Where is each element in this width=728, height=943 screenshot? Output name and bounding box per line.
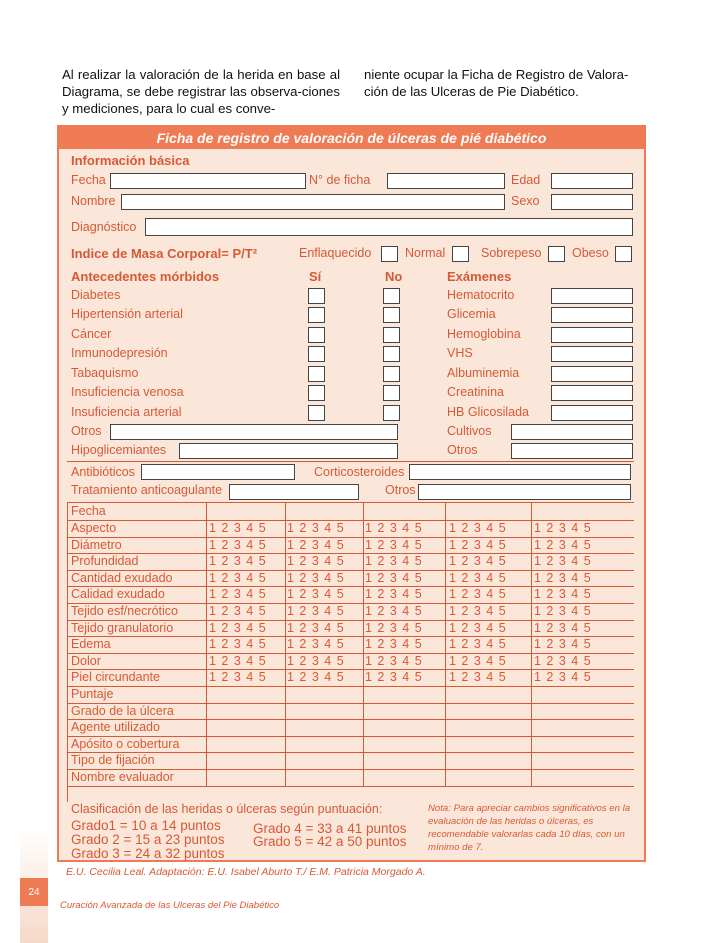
assessment-row-label: Edema	[71, 637, 111, 652]
assessment-form	[57, 125, 646, 862]
grid-column-line	[363, 502, 364, 787]
hipoglicemiantes-label: Hipoglicemiantes	[71, 443, 167, 457]
score-scale-5[interactable]: 1 2 3 4 5	[534, 620, 592, 635]
insuf-venosa-no-checkbox[interactable]	[383, 385, 400, 401]
form-title: Ficha de registro de valoración de úlceras de pié diabético	[59, 127, 644, 149]
score-scale-1[interactable]: 1 2 3 4 5	[209, 637, 267, 652]
otros2-label: Otros	[385, 483, 416, 497]
ficha-label: N° de ficha	[309, 173, 371, 187]
grid-bottom-line	[67, 786, 634, 787]
tabaquismo-si-checkbox[interactable]	[308, 366, 325, 382]
examen-hemoglobina: Hemoglobina	[447, 327, 521, 341]
classification-heading: Clasificación de las heridas o úlceras según puntuación:	[71, 802, 383, 816]
score-scale-1[interactable]: 1 2 3 4 5	[209, 620, 267, 635]
score-scale-5[interactable]: 1 2 3 4 5	[534, 637, 592, 652]
antecedente-tabaquismo: Tabaquismo	[71, 366, 139, 380]
cancer-si-checkbox[interactable]	[308, 327, 325, 343]
grade-5: Grado 5 = 42 a 50 puntos	[253, 834, 407, 849]
creatinina-field[interactable]	[551, 385, 633, 401]
hb-glicosilada-field[interactable]	[551, 405, 633, 421]
footer-book-title: Curación Avanzada de las Ulceras del Pie Diabético	[60, 900, 280, 911]
antecedente-cancer: Cáncer	[71, 327, 112, 341]
antecedente-otros-field[interactable]	[110, 424, 398, 440]
examen-vhs: VHS	[447, 346, 473, 360]
score-scale-5[interactable]: 1 2 3 4 5	[534, 653, 592, 668]
imc-normal-checkbox[interactable]	[452, 246, 469, 262]
antecedente-insuficiencia-arterial: Insuficiencia arterial	[71, 405, 182, 419]
inmunodepresion-si-checkbox[interactable]	[308, 346, 325, 362]
grid-column-line	[531, 502, 532, 787]
imc-option-obeso: Obeso	[572, 246, 609, 260]
intro-column-2: niente ocupar la Ficha de Registro de Valora-ción de las Ulceras de Pie Diabético.	[364, 67, 629, 99]
score-scale-1[interactable]: 1 2 3 4 5	[209, 604, 267, 618]
assessment-row-label: Aspecto	[71, 521, 117, 535]
edad-field[interactable]	[551, 173, 633, 189]
intro-column-1: Al realizar la valoración de la herida en base al Diagrama, se debe registrar las observa-ciones y mediciones, para lo cual es conve-	[62, 67, 340, 116]
antecedente-inmunodepresion: Inmunodepresión	[71, 346, 168, 360]
hipertension-no-checkbox[interactable]	[383, 307, 400, 323]
score-scale-1[interactable]: 1 2 3 4 5	[209, 670, 267, 685]
vhs-field[interactable]	[551, 346, 633, 362]
score-scale-5[interactable]: 1 2 3 4 5	[534, 537, 592, 552]
hemoglobina-field[interactable]	[551, 327, 633, 343]
score-scale-5[interactable]: 1 2 3 4 5	[534, 554, 592, 569]
assessment-row-label: Apósito o cobertura	[71, 736, 180, 751]
ficha-field[interactable]	[387, 173, 505, 189]
score-scale-5[interactable]: 1 2 3 4 5	[534, 521, 592, 535]
corticosteroides-field[interactable]	[409, 464, 631, 480]
assessment-row-label: Piel circundante	[71, 670, 160, 685]
score-scale-3[interactable]: 1 2 3 4 5	[365, 637, 423, 652]
grade-3: Grado 3 = 24 a 32 puntos	[71, 846, 225, 861]
grade-1: Grado1 = 10 a 14 puntos	[71, 818, 221, 833]
grade-4: Grado 4 = 33 a 41 puntos	[253, 821, 407, 836]
diagnostico-label: Diagnóstico	[71, 220, 137, 234]
examen-otros: Otros	[447, 443, 478, 457]
albuminemia-field[interactable]	[551, 366, 633, 382]
fecha-row-label: Fecha	[71, 504, 106, 518]
si-heading: Sí	[309, 269, 322, 284]
assessment-row-label: Agente utilizado	[71, 720, 160, 735]
score-scale-5[interactable]: 1 2 3 4 5	[534, 604, 592, 618]
divider	[67, 461, 634, 462]
imc-sobrepeso-checkbox[interactable]	[548, 246, 565, 262]
assessment-row-label: Tejido granulatorio	[71, 620, 174, 635]
score-scale-1[interactable]: 1 2 3 4 5	[209, 554, 267, 569]
score-scale-2[interactable]: 1 2 3 4 5	[287, 670, 345, 685]
diabetes-no-checkbox[interactable]	[383, 288, 400, 304]
score-scale-2[interactable]: 1 2 3 4 5	[287, 570, 345, 585]
hematocrito-field[interactable]	[551, 288, 633, 304]
inmunodepresion-no-checkbox[interactable]	[383, 346, 400, 362]
examen-glicemia: Glicemia	[447, 307, 496, 321]
hipertension-si-checkbox[interactable]	[308, 307, 325, 323]
insuf-arterial-si-checkbox[interactable]	[308, 405, 325, 421]
score-scale-3[interactable]: 1 2 3 4 5	[365, 604, 423, 618]
examenes-heading: Exámenes	[447, 269, 512, 284]
cancer-no-checkbox[interactable]	[383, 327, 400, 343]
imc-enflaquecido-checkbox[interactable]	[381, 246, 398, 262]
diagnostico-field[interactable]	[145, 218, 633, 236]
examen-albuminemia: Albuminemia	[447, 366, 520, 380]
insuf-venosa-si-checkbox[interactable]	[308, 385, 325, 401]
grade-2: Grado 2 = 15 a 23 puntos	[71, 832, 225, 847]
hipoglicemiantes-field[interactable]	[179, 443, 398, 459]
assessment-row-label: Calidad exudado	[71, 587, 165, 602]
examen-cultivos: Cultivos	[447, 424, 492, 438]
examen-otros-field[interactable]	[511, 443, 633, 459]
nombre-label: Nombre	[71, 194, 116, 208]
score-scale-4[interactable]: 1 2 3 4 5	[449, 521, 507, 535]
score-scale-3[interactable]: 1 2 3 4 5	[365, 521, 423, 535]
tabaquismo-no-checkbox[interactable]	[383, 366, 400, 382]
score-scale-4[interactable]: 1 2 3 4 5	[449, 587, 507, 602]
footer-credit: E.U. Cecilia Leal. Adaptación: E.U. Isabel Aburto T./ E.M. Patricia Morgado A.	[66, 866, 426, 878]
assessment-row-label: Puntaje	[71, 687, 114, 701]
anticoagulante-label: Tratamiento anticoagulante	[71, 483, 223, 497]
score-scale-2[interactable]: 1 2 3 4 5	[287, 554, 345, 569]
insuf-arterial-no-checkbox[interactable]	[383, 405, 400, 421]
assessment-row-label: Nombre evaluador	[71, 770, 174, 784]
antibioticos-label: Antibióticos	[71, 465, 135, 479]
cultivos-field[interactable]	[511, 424, 633, 440]
score-scale-3[interactable]: 1 2 3 4 5	[365, 670, 423, 685]
examen-hb-glicosilada: HB Glicosilada	[447, 405, 529, 419]
antecedente-hipertension: Hipertensión arterial	[71, 307, 183, 321]
score-scale-1[interactable]: 1 2 3 4 5	[209, 653, 267, 668]
imc-obeso-checkbox[interactable]	[615, 246, 632, 262]
imc-label: Indice de Masa Corporal= P/T²	[71, 246, 258, 261]
score-scale-1[interactable]: 1 2 3 4 5	[209, 537, 267, 552]
imc-option-sobrepeso: Sobrepeso	[481, 246, 542, 260]
examen-creatinina: Creatinina	[447, 385, 504, 399]
score-scale-4[interactable]: 1 2 3 4 5	[449, 570, 507, 585]
grid-column-line	[285, 502, 286, 787]
glicemia-field[interactable]	[551, 307, 633, 323]
score-scale-2[interactable]: 1 2 3 4 5	[287, 521, 345, 535]
sexo-label: Sexo	[511, 194, 540, 208]
no-heading: No	[385, 269, 403, 284]
antecedentes-heading: Antecedentes mórbidos	[71, 269, 220, 284]
assessment-row-label: Diámetro	[71, 537, 122, 552]
score-scale-2[interactable]: 1 2 3 4 5	[287, 587, 345, 602]
imc-option-enflaquecido: Enflaquecido	[299, 246, 372, 260]
score-scale-3[interactable]: 1 2 3 4 5	[365, 570, 423, 585]
score-scale-3[interactable]: 1 2 3 4 5	[365, 620, 423, 635]
score-scale-3[interactable]: 1 2 3 4 5	[365, 653, 423, 668]
score-scale-4[interactable]: 1 2 3 4 5	[449, 554, 507, 569]
edad-label: Edad	[511, 173, 541, 187]
assessment-row-label: Dolor	[71, 653, 101, 668]
antibioticos-field[interactable]	[141, 464, 295, 480]
score-scale-4[interactable]: 1 2 3 4 5	[449, 670, 507, 685]
anticoagulante-field[interactable]	[229, 484, 359, 500]
score-scale-4[interactable]: 1 2 3 4 5	[449, 653, 507, 668]
score-scale-2[interactable]: 1 2 3 4 5	[287, 537, 345, 552]
assessment-row-label: Profundidad	[71, 554, 139, 569]
assessment-row-label: Tipo de fijación	[71, 753, 155, 768]
antecedente-diabetes: Diabetes	[71, 288, 121, 302]
antecedente-otros: Otros	[71, 424, 102, 438]
assessment-row-label: Tejido esf/necrótico	[71, 604, 179, 618]
score-scale-2[interactable]: 1 2 3 4 5	[287, 637, 345, 652]
examen-hematocrito: Hematocrito	[447, 288, 515, 302]
score-scale-4[interactable]: 1 2 3 4 5	[449, 620, 507, 635]
score-scale-5[interactable]: 1 2 3 4 5	[534, 670, 592, 685]
score-scale-4[interactable]: 1 2 3 4 5	[449, 537, 507, 552]
score-scale-2[interactable]: 1 2 3 4 5	[287, 653, 345, 668]
grid-column-line	[206, 502, 207, 787]
score-scale-4[interactable]: 1 2 3 4 5	[449, 604, 507, 618]
grid-column-line	[445, 502, 446, 787]
score-scale-3[interactable]: 1 2 3 4 5	[365, 554, 423, 569]
score-scale-3[interactable]: 1 2 3 4 5	[365, 587, 423, 602]
note-text: Nota: Para apreciar cambios significativos en la evaluación de las heridas o úlceras, es recomendable valorarlas cada 10 días, con un mínimo de 7.	[428, 803, 631, 853]
page-number: 24	[20, 878, 48, 906]
score-scale-2[interactable]: 1 2 3 4 5	[287, 620, 345, 635]
score-scale-5[interactable]: 1 2 3 4 5	[534, 587, 592, 602]
basic-info-heading: Información básica	[71, 153, 190, 168]
score-scale-4[interactable]: 1 2 3 4 5	[449, 637, 507, 652]
assessment-row-label: Grado de la úlcera	[71, 703, 174, 718]
score-scale-5[interactable]: 1 2 3 4 5	[534, 570, 592, 585]
score-scale-1[interactable]: 1 2 3 4 5	[209, 587, 267, 602]
antecedente-insuficiencia-venosa: Insuficiencia venosa	[71, 385, 184, 399]
grid-row-line	[67, 686, 634, 687]
fecha-field[interactable]	[110, 173, 306, 189]
score-scale-2[interactable]: 1 2 3 4 5	[287, 604, 345, 618]
otros2-field[interactable]	[418, 484, 631, 500]
nombre-field[interactable]	[121, 194, 505, 210]
corticosteroides-label: Corticosteroides	[314, 465, 405, 479]
grid-top-line	[67, 502, 634, 503]
sexo-field[interactable]	[551, 194, 633, 210]
imc-option-normal: Normal	[405, 246, 446, 260]
score-scale-1[interactable]: 1 2 3 4 5	[209, 570, 267, 585]
diabetes-si-checkbox[interactable]	[308, 288, 325, 304]
assessment-row-label: Cantidad exudado	[71, 570, 173, 585]
fecha-label: Fecha	[71, 173, 106, 187]
score-scale-3[interactable]: 1 2 3 4 5	[365, 537, 423, 552]
score-scale-1[interactable]: 1 2 3 4 5	[209, 521, 267, 535]
